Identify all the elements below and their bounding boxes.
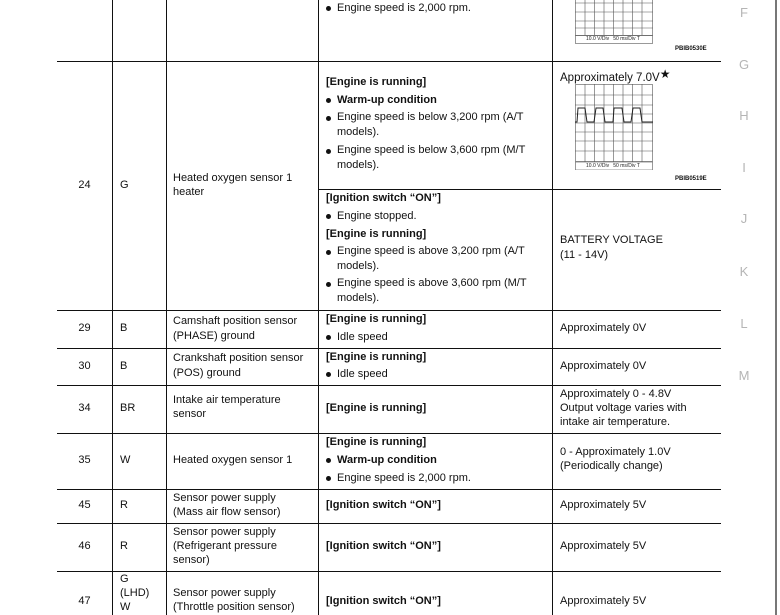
section-index-tab[interactable]: G bbox=[738, 57, 750, 72]
row-divider bbox=[57, 571, 721, 572]
terminal-no: 45 bbox=[78, 499, 91, 511]
oscilloscope-figure bbox=[575, 84, 653, 170]
section-index-tab[interactable]: I bbox=[742, 160, 746, 175]
terminal-no: 47 bbox=[78, 595, 91, 607]
item-name: Camshaft position sensor (PHASE) ground bbox=[173, 315, 298, 342]
section-index-tab[interactable]: M bbox=[738, 368, 750, 383]
row-divider bbox=[57, 385, 721, 386]
section-index-tab[interactable]: L bbox=[740, 316, 748, 331]
bullet-icon bbox=[326, 458, 331, 463]
wire-color: W bbox=[120, 454, 131, 466]
terminal-no: 46 bbox=[78, 540, 91, 552]
terminal-no: 34 bbox=[78, 402, 91, 414]
condition-header: [Engine is running] bbox=[326, 402, 427, 414]
wire-color: R bbox=[120, 540, 128, 552]
output-value: Approximately 0 - 4.8V Output voltage varies with intake air temperature. bbox=[560, 388, 687, 428]
condition-bullet: Engine speed is above 3,600 rpm (M/T models). bbox=[326, 276, 536, 306]
condition-header: [Engine is running] bbox=[326, 228, 427, 240]
output-value: Approximately 7.0V★ bbox=[560, 67, 671, 84]
output-value: Approximately 5V bbox=[560, 499, 647, 511]
section-index-tab[interactable]: H bbox=[739, 108, 749, 123]
condition-header: [Engine is running] bbox=[326, 351, 427, 363]
figure-id: PBIB0530E bbox=[675, 46, 707, 52]
condition-header: [Ignition switch “ON”] bbox=[326, 595, 441, 607]
scope-scale-label: 10.0 V/Div 50 ms/Div T bbox=[586, 36, 640, 42]
oscilloscope-waveform bbox=[575, 84, 653, 170]
page-edge-border bbox=[775, 0, 777, 615]
condition-bullet: Warm-up condition bbox=[326, 92, 548, 108]
output-value: 0 - Approximately 1.0V (Periodically change) bbox=[560, 446, 671, 472]
condition-header: [Engine is running] bbox=[326, 436, 427, 448]
star-icon: ★ bbox=[659, 67, 671, 81]
condition-bullet: Engine speed is above 3,200 rpm (A/T models). bbox=[326, 244, 536, 274]
output-value: BATTERY VOLTAGE (11 - 14V) bbox=[560, 234, 663, 261]
row-divider bbox=[57, 61, 721, 62]
item-name: Heated oxygen sensor 1 heater bbox=[173, 172, 293, 198]
wire-color: B bbox=[120, 322, 128, 334]
condition-header: [Engine is running] bbox=[326, 313, 427, 325]
condition-bullet: Engine speed is below 3,200 rpm (A/T models). bbox=[326, 110, 536, 140]
condition-bullet: Engine stopped. bbox=[326, 208, 548, 224]
condition-bullet: Engine speed is 2,000 rpm. bbox=[326, 470, 548, 486]
wire-color: BR bbox=[120, 402, 136, 414]
item-name: Sensor power supply (Mass air flow sensor) bbox=[173, 492, 281, 518]
terminal-no: 35 bbox=[78, 454, 91, 466]
condition-bullet: Engine speed is 2,000 rpm. bbox=[326, 0, 548, 16]
item-name: Crankshaft position sensor (POS) ground bbox=[173, 352, 304, 379]
section-index-tab[interactable]: K bbox=[739, 264, 749, 279]
item-name: Intake air temperature sensor bbox=[173, 394, 281, 420]
row-divider bbox=[57, 489, 721, 490]
figure-id: PBIB0519E bbox=[675, 176, 707, 182]
section-index-tab[interactable]: J bbox=[740, 211, 748, 226]
output-value: Approximately 0V bbox=[560, 322, 647, 334]
item-name: Heated oxygen sensor 1 bbox=[173, 454, 293, 466]
wire-color: G bbox=[120, 179, 129, 191]
condition-header: [Engine is running] bbox=[326, 76, 427, 88]
item-name: Sensor power supply (Throttle position sensor) bbox=[173, 587, 295, 613]
bullet-icon bbox=[326, 476, 331, 481]
section-index-tab[interactable]: F bbox=[740, 5, 748, 20]
bullet-icon bbox=[326, 335, 331, 340]
condition-bullet: Engine speed is below 3,600 rpm (M/T models). bbox=[326, 143, 536, 173]
bullet-icon bbox=[326, 250, 331, 255]
wire-color: R bbox=[120, 499, 128, 511]
bullet-icon bbox=[326, 6, 331, 11]
wire-color: G (LHD) W bbox=[120, 573, 150, 613]
oscilloscope-figure bbox=[575, 0, 653, 44]
condition-header: [Ignition switch “ON”] bbox=[326, 499, 441, 511]
terminal-no: 29 bbox=[78, 322, 91, 334]
bullet-icon bbox=[326, 372, 331, 377]
terminal-no: 30 bbox=[78, 360, 91, 372]
bullet-icon bbox=[326, 98, 331, 103]
terminal-no: 24 bbox=[78, 179, 91, 191]
output-value: Approximately 0V bbox=[560, 360, 647, 372]
bullet-icon bbox=[326, 116, 331, 121]
item-name: Sensor power supply (Refrigerant pressure sensor) bbox=[173, 526, 277, 566]
condition-header: [Ignition switch “ON”] bbox=[326, 540, 441, 552]
wire-color: B bbox=[120, 360, 128, 372]
condition-bullet: Idle speed bbox=[326, 366, 548, 382]
row-divider bbox=[57, 523, 721, 524]
condition-bullet: Idle speed bbox=[326, 329, 548, 345]
output-value: Approximately 5V bbox=[560, 595, 647, 607]
scope-scale-label: 10.0 V/Div 50 ms/Div T bbox=[586, 163, 640, 169]
bullet-icon bbox=[326, 282, 331, 287]
output-value: Approximately 5V bbox=[560, 540, 647, 552]
bullet-icon bbox=[326, 214, 331, 219]
condition-bullet: Warm-up condition bbox=[326, 452, 548, 468]
bullet-icon bbox=[326, 149, 331, 154]
condition-header: [Ignition switch “ON”] bbox=[326, 192, 441, 204]
